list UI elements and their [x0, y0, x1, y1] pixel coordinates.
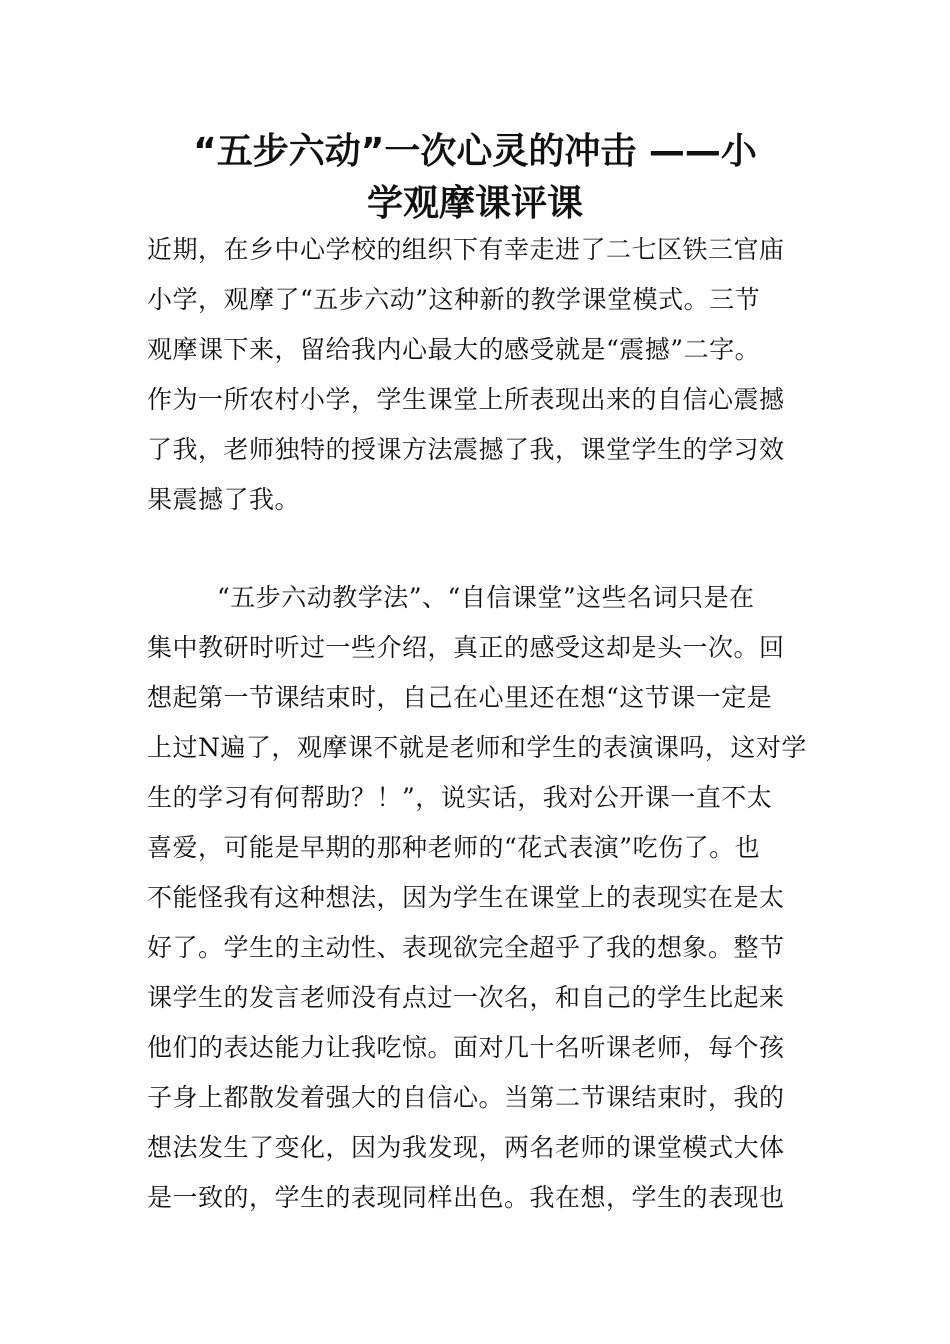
paragraph-line: 他们的表达能力让我吃惊。面对几十名听课老师，每个孩: [147, 1033, 785, 1062]
paragraph-line: 生的学习有何帮助？！”，说实话，我对公开课一直不太: [147, 783, 773, 812]
paragraph-line: 观摩课下来，留给我内心最大的感受就是“震撼”二字。: [147, 335, 761, 364]
paragraph-line: 上过N遍了，观摩课不就是老师和学生的表演课吗，这对学: [147, 733, 807, 762]
paragraph-1: [147, 225, 807, 525]
paragraph-line: 近期，在乡中心学校的组织下有幸走进了二七区铁三官庙: [147, 235, 785, 264]
paragraph-2: [147, 573, 807, 1223]
paragraph-line: 小学，观摩了“五步六动”这种新的教学课堂模式。三节: [147, 285, 761, 314]
paragraph-line: 想法发生了变化，因为我发现，两名老师的课堂模式大体: [147, 1133, 785, 1162]
paragraph-line: 集中教研时听过一些介绍，真正的感受这却是头一次。回: [147, 633, 785, 662]
paragraph-line: 喜爱，可能是早期的那种老师的“花式表演”吃伤了。也: [147, 833, 761, 862]
paragraph-line: 了我，老师独特的授课方法震撼了我，课堂学生的学习效: [147, 435, 785, 464]
paragraph-line: 是一致的，学生的表现同样出色。我在想，学生的表现也: [147, 1183, 785, 1212]
paragraph-line: “五步六动教学法”、“自信课堂”这些名词只是在: [217, 583, 755, 612]
title-line-2: 学观摩课评课: [366, 183, 583, 224]
paragraph-line: 作为一所农村小学，学生课堂上所表现出来的自信心震撼: [147, 385, 785, 414]
paragraph-line: 果震撼了我。: [147, 485, 301, 514]
paragraph-line: 子身上都散发着强大的自信心。当第二节课结束时，我的: [147, 1083, 785, 1112]
paragraph-line: 想起第一节课结束时，自己在心里还在想“这节课一定是: [147, 683, 773, 712]
title-line-1: “五步六动”一次心灵的冲击 ——小: [193, 131, 757, 172]
paragraph-line: 不能怪我有这种想法，因为学生在课堂上的表现实在是太: [147, 883, 785, 912]
paragraph-line: 好了。学生的主动性、表现欲完全超乎了我的想象。整节: [147, 933, 785, 962]
document-title: [140, 126, 810, 230]
paragraph-line: 课学生的发言老师没有点过一次名，和自己的学生比起来: [147, 983, 785, 1012]
